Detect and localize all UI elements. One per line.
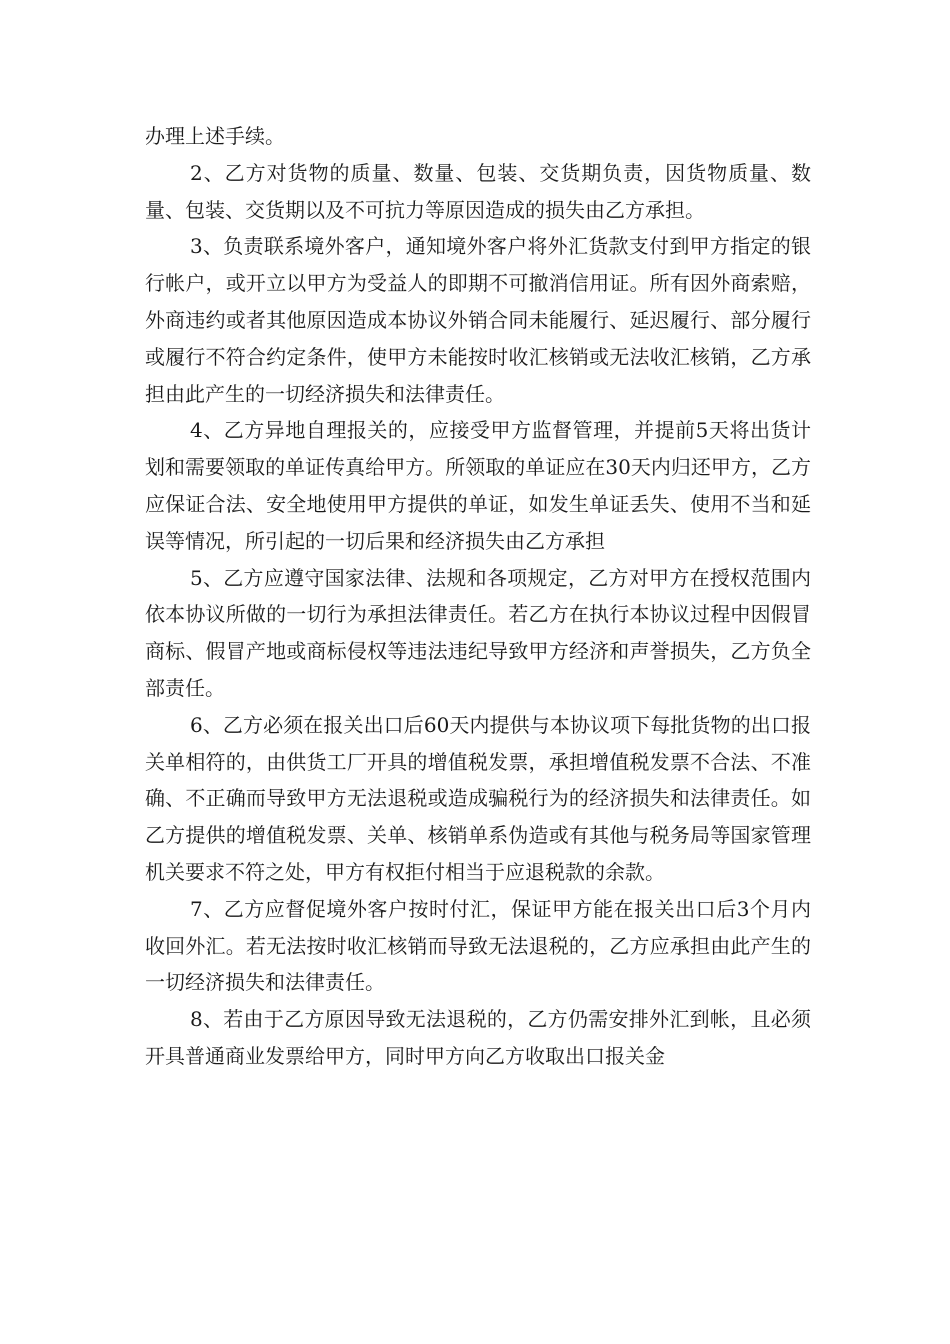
paragraph-continuation: 办理上述手续。 [145,124,285,148]
clause-2: 2、乙方对货物的质量、数量、包装、交货期负责，因货物质量、数量、包装、交货期以及不可抗力等原因造成的损失由乙方承担。 [145,160,811,222]
clause-5: 5、乙方应遵守国家法律、法规和各项规定，乙方对甲方在授权范围内依本协议所做的一切行为承担法律责任。若乙方在执行本协议过程中因假冒商标、假冒产地或商标侵权等违法违纪导致甲方经济和声誉损失，乙方负全部责任。 [145,565,811,700]
clause-3: 3、负责联系境外客户，通知境外客户将外汇货款支付到甲方指定的银行帐户，或开立以甲方为受益人的即期不可撤消信用证。所有因外商索赔，外商违约或者其他原因造成本协议外销合同未能履行、延迟履行、部分履行或履行不符合约定条件，使甲方未能按时收汇核销或无法收汇核销，乙方承担由此产生的一切经济损失和法律责任。 [145,234,811,406]
document-body [145,118,811,1075]
clause-4: 4、乙方异地自理报关的，应接受甲方监督管理，并提前5天将出货计划和需要领取的单证传真给甲方。所领取的单证应在30天内归还甲方，乙方应保证合法、安全地使用甲方提供的单证，如发生单证丢失、使用不当和延误等情况，所引起的一切后果和经济损失由乙方承担 [145,418,811,553]
clause-7: 7、乙方应督促境外客户按时付汇，保证甲方能在报关出口后3个月内收回外汇。若无法按时收汇核销而导致无法退税的，乙方应承担由此产生的一切经济损失和法律责任。 [145,896,811,995]
clause-8: 8、若由于乙方原因导致无法退税的，乙方仍需安排外汇到帐，且必须开具普通商业发票给甲方，同时甲方向乙方收取出口报关金 [145,1007,811,1068]
clause-6: 6、乙方必须在报关出口后60天内提供与本协议项下每批货物的出口报关单相符的，由供货工厂开具的增值税发票，承担增值税发票不合法、不准确、不正确而导致甲方无法退税或造成骗税行为的经济损失和法律责任。如乙方提供的增值税发票、关单、核销单系伪造或有其他与税务局等国家管理机关要求不符之处，甲方有权拒付相当于应退税款的余款。 [145,712,811,884]
